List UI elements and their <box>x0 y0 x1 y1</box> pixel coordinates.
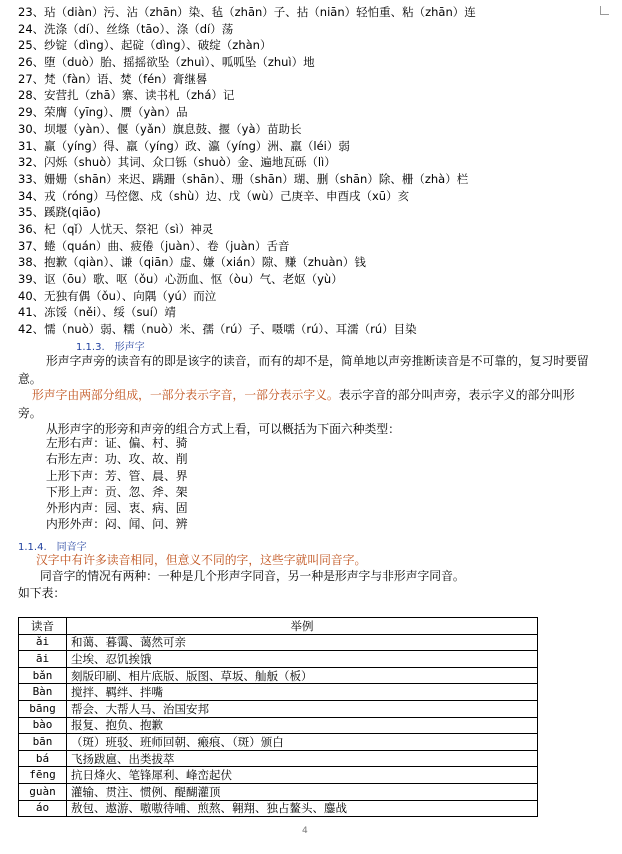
column-header: 读音 <box>19 618 67 635</box>
paragraph-text: 表示字音的部分叫声旁，表示字义的部分叫形旁。 <box>18 388 575 420</box>
table-row <box>19 800 538 817</box>
page-number: 4 <box>302 826 308 836</box>
table-row <box>19 767 538 784</box>
paragraph <box>18 386 598 422</box>
pinyin-cell: bǎn <box>19 667 67 684</box>
list-item: 38、抱歉（qiàn）、谦（qiān）虚、嫌（xián）隙、赚（zhuàn）钱 <box>18 255 366 270</box>
table-header-row <box>19 618 538 635</box>
list-item: 33、姗姗（shān）来迟、蹒跚（shān）、珊（shān）瑚、删（shān）除、栅（zhà）栏 <box>18 171 469 186</box>
example-cell: 灌输、贯注、惯例、醍醐灌顶 <box>67 783 538 800</box>
list-item: 39、讴（ōu）歌、呕（ǒu）心沥血、怄（òu）气、老妪（yù） <box>18 272 343 286</box>
example-cell: 飞扬跋扈、出类拔萃 <box>67 750 538 767</box>
example-cell: 敖包、遨游、嗷嗷待哺、煎熬、翱翔、独占鳌头、鏖战 <box>67 800 538 817</box>
table-row <box>19 750 538 767</box>
example-cell: 和蔼、暮霭、蔼然可亲 <box>67 634 538 651</box>
pinyin-cell: fēng <box>19 767 67 784</box>
paragraph: 如下表： <box>18 586 66 600</box>
table-row <box>19 700 538 717</box>
pinyin-cell: āi <box>19 651 67 668</box>
list-item: 35、蹊跷(qiāo) <box>18 205 101 220</box>
highlighted-paragraph: 汉字中有许多读音相同，但意义不同的字，这些字就叫同音字。 <box>36 553 367 567</box>
table-row <box>19 634 538 651</box>
pinyin-cell: bá <box>19 750 67 767</box>
list-item: 25、纱锭（dìng）、起碇（dìng）、破绽（zhàn） <box>18 38 272 53</box>
list-item: 28、安营扎（zhā）寨、读书札（zhá）记 <box>18 88 235 103</box>
list-item: 30、坝堰（yàn）、偃（yǎn）旗息鼓、揠（yà）苗助长 <box>18 121 302 136</box>
list-item: 40、无独有偶（ǒu）、向隅（yú）而泣 <box>18 288 217 303</box>
paragraph: 形声字声旁的读音有的即是该字的读音，而有的却不是，简单地以声旁推断读音是不可靠的，复习时要留意。 <box>18 354 589 386</box>
table-row <box>19 684 538 701</box>
example-cell: 尘埃、忍饥挨饿 <box>67 651 538 668</box>
list-item: 24、洗涤（dí）、丝绦（tāo）、涤（dí）荡 <box>18 21 234 36</box>
table-row <box>19 651 538 668</box>
paragraph: 同音字的情况有两种：一种是几个形声字同音，另一种是形声字与非形声字同音。 <box>40 569 465 583</box>
list-item: 36、杞（qǐ）人忧天、祭祀（sì）神灵 <box>18 221 214 236</box>
pinyin-cell: bān <box>19 734 67 751</box>
list-item: 42、懦（nuò）弱、糯（nuò）米、孺（rú）子、嗫嚅（rú）、耳濡（rú）目染 <box>18 322 417 337</box>
list-item: 内形外声：闷、闻、问、辨 <box>46 517 188 532</box>
section-number: 1.1.4. <box>18 542 47 553</box>
highlighted-text: 形声字由两部分组成，一部分表示字音，一部分表示字义。 <box>32 388 339 402</box>
pinyin-cell: áo <box>19 800 67 817</box>
example-cell: 报复、抱负、抱歉 <box>67 717 538 734</box>
list-item: 37、蜷（quán）曲、疲倦（juàn）、卷（juàn）舌音 <box>18 238 290 253</box>
pinyin-cell: ǎi <box>19 634 67 651</box>
example-cell: 搅拌、羁绊、拌嘴 <box>67 684 538 701</box>
list-item: 左形右声：证、偏、村、骑 <box>46 436 188 450</box>
section-title: 同音字 <box>56 542 87 553</box>
section-title: 形声字 <box>114 342 145 353</box>
homophone-table <box>18 617 538 817</box>
list-item: 29、荣膺（yīng）、赝（yàn）品 <box>18 105 188 120</box>
pinyin-cell: Bàn <box>19 684 67 701</box>
example-cell: 抗日烽火、笔锋犀利、峰峦起伏 <box>67 767 538 784</box>
numbered-list <box>18 4 618 338</box>
pinyin-cell: bāng <box>19 700 67 717</box>
pinyin-cell: guàn <box>19 783 67 800</box>
table-row <box>19 734 538 751</box>
list-item: 32、闪烁（shuò）其词、众口铄（shuò）金、遍地瓦砾（lì） <box>18 155 336 170</box>
pinyin-cell: bào <box>19 717 67 734</box>
table-row <box>19 717 538 734</box>
column-header: 举例 <box>67 618 538 635</box>
list-item: 下形上声：贡、忽、斧、架 <box>46 484 188 499</box>
section-heading-1-1-3 <box>76 338 145 353</box>
example-cell: 刻版印刷、相片底版、版图、草坂、舢舨（板） <box>67 667 538 684</box>
list-item: 右形左声：功、攻、故、削 <box>46 452 188 467</box>
example-cell: （斑）班驳、班师回朝、瘢痕、（斑）颁白 <box>67 734 538 751</box>
list-item: 41、冻馁（něi）、绥（suí）靖 <box>18 305 176 320</box>
list-item: 23、玷（diàn）污、沾（zhān）染、毡（zhān）子、拈（niān）轻怕重、粘（zhān）连 <box>18 5 476 19</box>
example-cell: 帮会、大帮人马、治国安邦 <box>67 700 538 717</box>
section-number: 1.1.3. <box>76 342 105 353</box>
list-item: 外形内声：园、衷、病、固 <box>46 501 188 516</box>
list-item: 26、堕（duò）胎、摇摇欲坠（zhuì）、呱呱坠（zhuì）地 <box>18 55 315 70</box>
paragraph: 从形声字的形旁和声旁的组合方式上看，可以概括为下面六种类型： <box>46 422 400 436</box>
table-row <box>19 783 538 800</box>
list-item: 上形下声：芳、管、晨、界 <box>46 468 188 483</box>
type-list <box>46 435 346 533</box>
list-item: 31、赢（yíng）得、羸（yíng）政、瀛（yíng）洲、羸（léi）弱 <box>18 138 350 153</box>
list-item: 34、戎（róng）马倥偬、戍（shù）边、戊（wù）己庚辛、申酉戌（xū）亥 <box>18 188 410 203</box>
list-item: 27、梵（fàn）语、焚（fén）膏继晷 <box>18 71 208 86</box>
table-row <box>19 667 538 684</box>
